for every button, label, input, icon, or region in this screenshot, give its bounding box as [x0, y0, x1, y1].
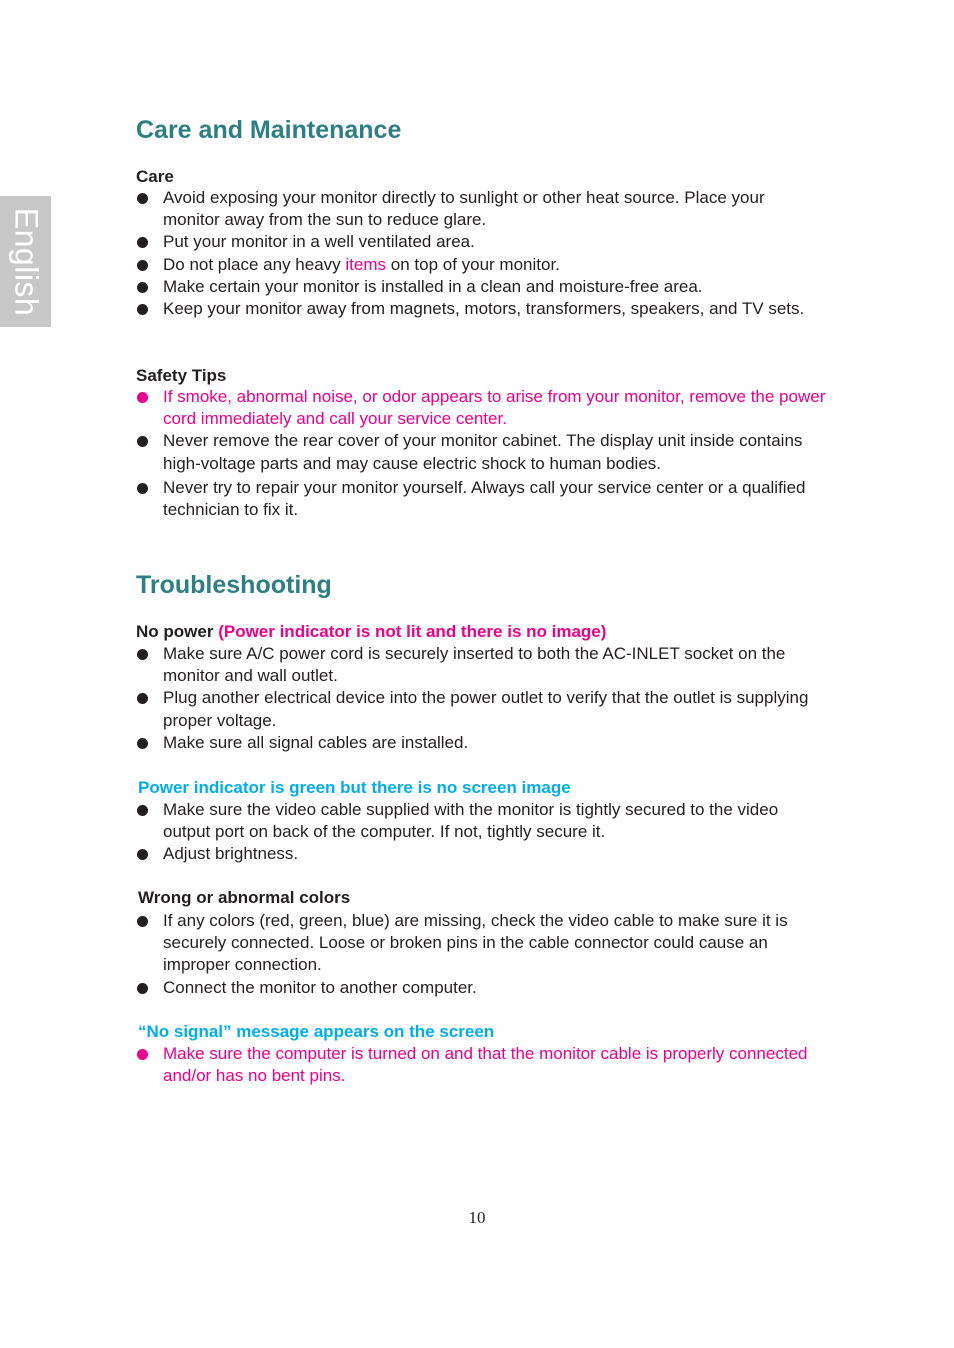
list-item: Never remove the rear cover of your monitor cabinet. The display unit inside contains high-voltage parts and may cause electric shock to human bodies.	[136, 430, 826, 474]
care-list	[136, 187, 826, 320]
list-item: Make certain your monitor is installed in a clean and moisture-free area.	[136, 276, 826, 298]
list-item: Keep your monitor away from magnets, motors, transformers, speakers, and TV sets.	[136, 298, 826, 320]
item-text-after: on top of your monitor.	[386, 254, 560, 274]
list-item	[136, 254, 826, 276]
warning-item: If smoke, abnormal noise, or odor appears to arise from your monitor, remove the power cord immediately and call your service center.	[136, 386, 826, 430]
list-item: Put your monitor in a well ventilated area.	[136, 231, 826, 253]
no-power-list	[136, 643, 826, 754]
list-item: Make sure the video cable supplied with the monitor is tightly secured to the video output port on back of the computer. If not, tightly secure it.	[136, 799, 826, 843]
care-heading: Care	[136, 167, 174, 186]
wrong-colors-list	[136, 910, 826, 999]
list-item: Avoid exposing your monitor directly to sunlight or other heat source. Place your monitor away from the sun to reduce glare.	[136, 187, 826, 231]
list-item: Adjust brightness.	[136, 843, 826, 865]
safety-tips-heading: Safety Tips	[136, 366, 227, 385]
language-tab-label: English	[8, 207, 44, 316]
care-maintenance-title: Care and Maintenance	[136, 116, 402, 144]
list-item: If any colors (red, green, blue) are missing, check the video cable to make sure it is securely connected. Loose or broken pins in the cable connector could cause an improper connection.	[136, 910, 826, 977]
troubleshooting-title: Troubleshooting	[136, 571, 332, 599]
page-number: 10	[468, 1208, 486, 1227]
no-signal-heading: “No signal” message appears on the screen	[138, 1022, 495, 1041]
list-item: Make sure all signal cables are installed.	[136, 732, 826, 754]
language-tab	[0, 196, 51, 327]
green-no-image-list	[136, 799, 826, 866]
no-power-note: (Power indicator is not lit and there is no image)	[218, 622, 607, 641]
safety-list	[136, 386, 826, 521]
no-signal-list	[136, 1043, 826, 1087]
list-item: Make sure A/C power cord is securely inserted to both the AC-INLET socket on the monitor and wall outlet.	[136, 643, 826, 687]
warning-item: Make sure the computer is turned on and that the monitor cable is properly connected and/or has no bent pins.	[136, 1043, 826, 1087]
list-item: Plug another electrical device into the power outlet to verify that the outlet is supplying proper voltage.	[136, 687, 826, 731]
highlighted-word: items	[345, 254, 387, 274]
item-text-before: Do not place any heavy	[163, 254, 346, 274]
no-power-heading	[136, 622, 606, 642]
green-no-image-heading: Power indicator is green but there is no screen image	[138, 778, 571, 797]
list-item: Never try to repair your monitor yourself. Always call your service center or a qualified technician to fix it.	[136, 477, 826, 521]
list-item: Connect the monitor to another computer.	[136, 977, 826, 999]
no-power-label: No power	[136, 622, 214, 641]
wrong-colors-heading: Wrong or abnormal colors	[138, 888, 351, 907]
